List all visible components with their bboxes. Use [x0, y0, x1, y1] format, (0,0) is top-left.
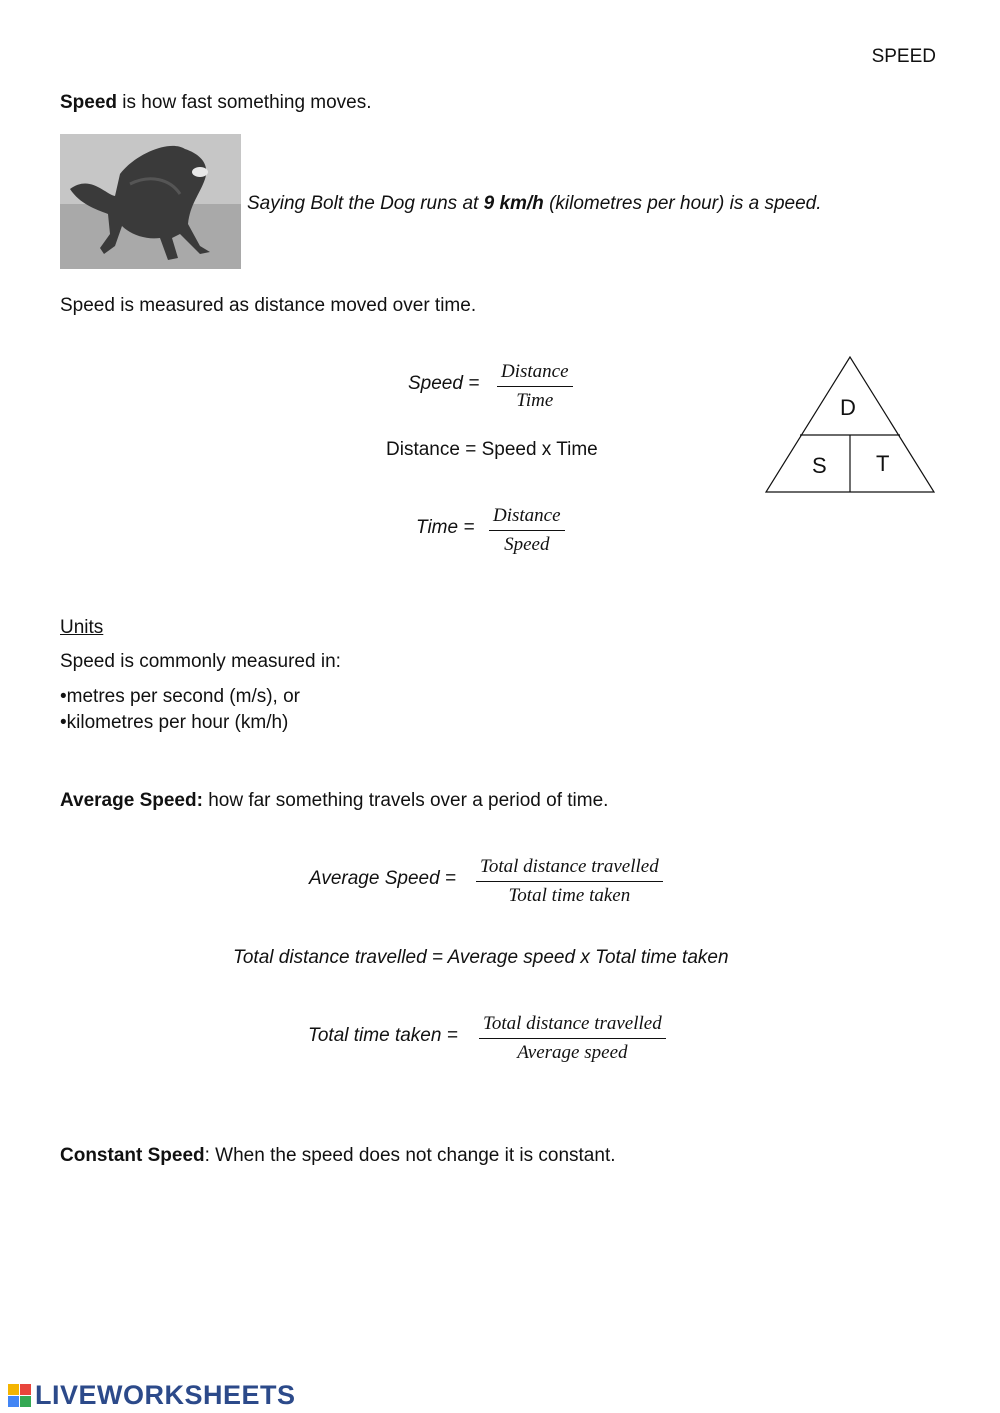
total-time-formula-denominator: Average speed	[517, 1042, 628, 1063]
units-item: •kilometres per hour (km/h)	[60, 712, 289, 733]
units-item: •metres per second (m/s), or	[60, 686, 300, 707]
triangle-label-time: T	[876, 451, 890, 476]
time-formula-lhs: Time =	[416, 517, 475, 538]
average-speed-definition	[60, 790, 608, 812]
time-formula-numerator: Distance	[493, 505, 561, 526]
speed-formula-denominator: Time	[516, 390, 554, 411]
logo-text: LIVEWORKSHEETS	[35, 1380, 296, 1410]
average-formula-numerator: Total distance travelled	[480, 856, 659, 877]
average-formula-fraction	[476, 856, 663, 907]
constant-speed-term: Constant Speed	[60, 1145, 205, 1166]
liveworksheets-logo	[8, 1380, 296, 1411]
logo-icon	[8, 1384, 31, 1407]
speed-formula-lhs: Speed =	[408, 373, 480, 394]
dst-triangle	[764, 355, 936, 495]
dog-photo	[60, 134, 241, 269]
total-distance-formula: Total distance travelled = Average speed x Total time taken	[233, 947, 729, 968]
dog-caption-pre: Saying Bolt the Dog runs at	[247, 193, 484, 214]
average-speed-term: Average Speed:	[60, 790, 203, 811]
triangle-label-speed: S	[812, 453, 827, 478]
total-time-formula-lhs: Total time taken =	[308, 1025, 458, 1046]
speed-definition	[60, 92, 372, 114]
average-formula-lhs: Average Speed =	[309, 868, 457, 889]
measured-text: Speed is measured as distance moved over time.	[60, 295, 477, 316]
page-title: SPEED	[871, 46, 936, 67]
speed-formula-numerator: Distance	[501, 361, 569, 382]
units-heading: Units	[60, 617, 104, 638]
dog-speed-value: 9 km/h	[483, 193, 544, 214]
distance-formula: Distance = Speed x Time	[386, 439, 598, 460]
speed-definition-text: is how fast something moves.	[117, 92, 372, 113]
average-speed-text: how far something travels over a period of time.	[202, 790, 609, 811]
time-formula-denominator: Speed	[504, 534, 550, 555]
dog-caption-post: (kilometres per hour) is a speed.	[543, 193, 822, 214]
total-time-formula-fraction	[479, 1013, 666, 1064]
speed-formula-fraction	[497, 361, 573, 412]
speed-term: Speed	[60, 92, 118, 113]
time-formula-fraction	[489, 505, 565, 556]
average-formula-denominator: Total time taken	[508, 885, 631, 906]
units-intro: Speed is commonly measured in:	[60, 651, 341, 672]
dog-caption	[247, 193, 822, 215]
total-time-formula-numerator: Total distance travelled	[483, 1013, 662, 1034]
constant-speed-definition	[60, 1145, 616, 1167]
constant-speed-text: : When the speed does not change it is constant.	[204, 1145, 616, 1166]
triangle-label-distance: D	[840, 395, 856, 420]
